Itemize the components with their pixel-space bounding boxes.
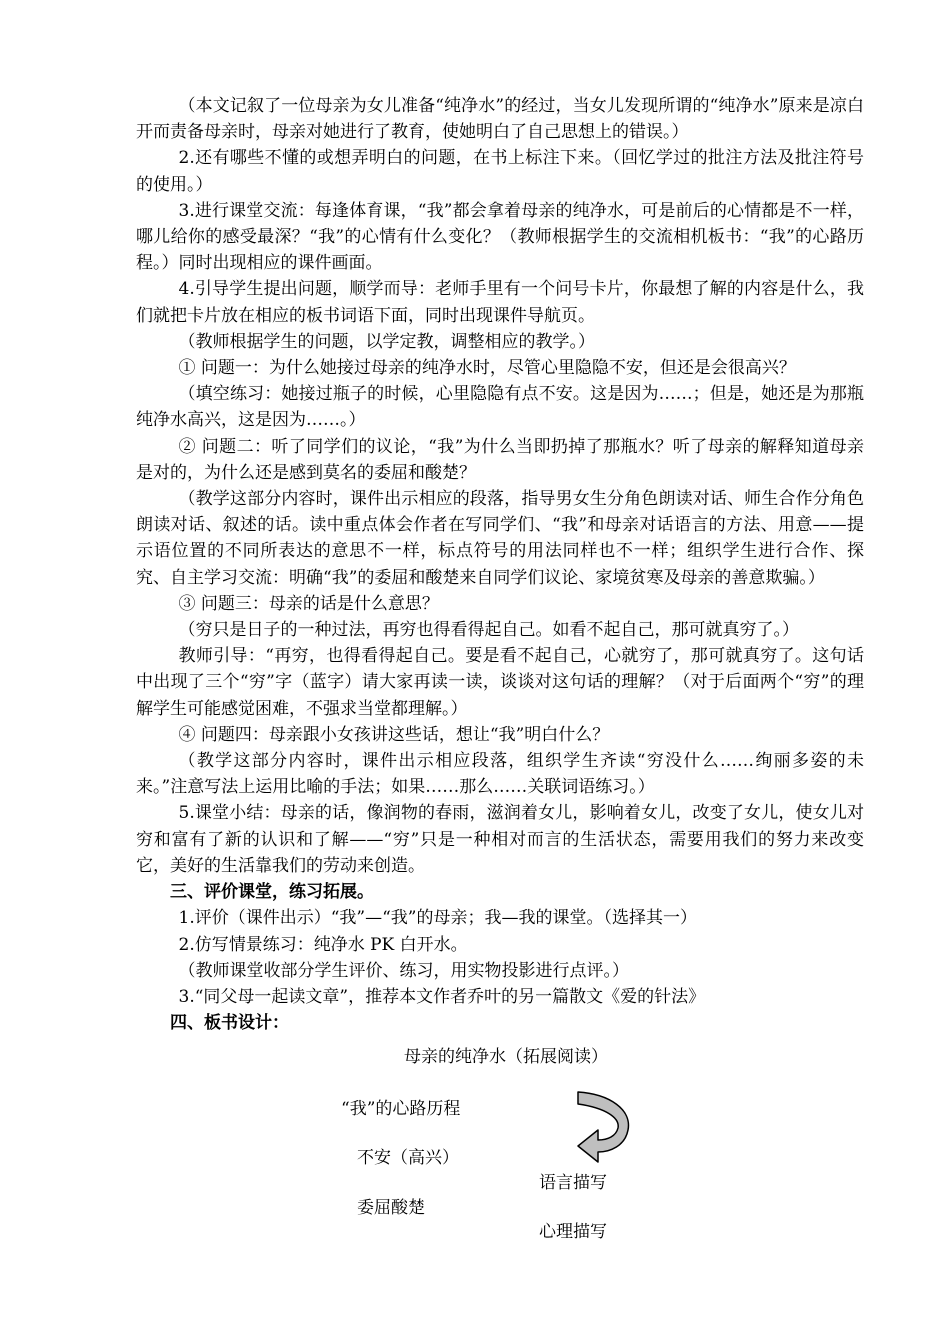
board-journey-label: “我”的心路历程: [341, 1099, 461, 1119]
board-grievance-label: 委屈酸楚: [357, 1198, 425, 1218]
paragraph-evaluate: 1.评价（课件出示）“我”—“我”的母亲；我—我的课堂。（选择其一）: [178, 908, 697, 929]
paragraph-teacher-guide: 教师引导：“再穷，也得看得起自己。要是看不起自己，心就穷了，那可就真穷了。这句话中出现了三个“穷”字（蓝字）请大家再读一读，谈谈对这句话的理解？（对于后面两个“穷”的理解学生可能感觉困难，不强求当堂都理解。）: [136, 646, 864, 719]
paragraph-review: （教师课堂收部分学生评价、练习，用实物投影进行点评。）: [178, 960, 629, 981]
paragraph-step-2: 2.还有哪些不懂的或想弄明白的问题，在书上标注下来。（回忆学过的批注方法及批注符号的使用。）: [136, 148, 864, 195]
paragraph-summary-step-5: 5.课堂小结：母亲的话，像润物的春雨，滋润着女儿，影响着女儿，改变了女儿，使女儿对穷和富有了新的认识和了解——“穷”只是一种相对而言的生活状态，需要用我们的努力来改变它，美好的生活靠我们的劳动来创造。: [136, 803, 864, 876]
paragraph-question-2: ② 问题二：听了同学们的议论，“我”为什么当即扔掉了那瓶水？听了母亲的解释知道母亲是对的，为什么还是感到莫名的委屈和酸楚？: [136, 436, 864, 483]
paragraph-question-1: ① 问题一：为什么她接过母亲的纯净水时，尽管心里隐隐不安，但还是会很高兴？: [178, 358, 796, 379]
section-heading-3: 三、评价课堂，练习拓展。: [170, 882, 374, 903]
board-language-label: 语言描写: [539, 1173, 607, 1193]
paragraph-teaching-note-2: （教学这部分内容时，课件出示相应的段落，指导男女生分角色朗读对话、师生合作分角色朗读对话、叙述的话。读中重点体会作者在写同学们、“我”和母亲对话语言的方法、用意——提示语位置的不同所表达的意思不一样，标点符号的用法同样也不一样；组织学生进行合作、探究、自主学习交流：明确“我”的委屈和酸楚来自同学们议论、家境贫寒及母亲的善意欺骗。）: [136, 489, 864, 588]
board-title: 母亲的纯净水（拓展阅读）: [404, 1047, 608, 1067]
paragraph-step-4: 4.引导学生提出问题，顺学而导：老师手里有一个问号卡片，你最想了解的内容是什么，我们就把卡片放在相应的板书词语下面，同时出现课件导航页。: [136, 279, 864, 326]
paragraph-fill-exercise: （填空练习：她接过瓶子的时候，心里隐隐有点不安。这是因为……；但是，她还是为那瓶纯净水高兴，这是因为……。）: [136, 384, 864, 431]
paragraph-recommend: 3.“同父母一起读文章”，推荐本文作者乔叶的另一篇散文《爱的针法》: [178, 986, 706, 1007]
board-psychology-label: 心理描写: [539, 1222, 607, 1242]
paragraph-question-4: ④ 问题四：母亲跟小女孩讲这些话，想让“我”明白什么？: [178, 724, 610, 745]
paragraph-question-3: ③ 问题三：母亲的话是什么意思？: [178, 593, 439, 614]
paragraph-step-3: 3.进行课堂交流：每逢体育课，“我”都会拿着母亲的纯净水，可是前后的心情都是不一样，哪儿给你的感受最深？“我”的心情有什么变化？（教师根据学生的交流相机板书：“我”的心路历程。）同时出现相应的课件画面。: [136, 200, 864, 274]
paragraph-imitation: 2.仿写情景练习：纯净水 PK 白开水。: [178, 934, 468, 955]
section-heading-4: 四、板书设计：: [170, 1013, 289, 1034]
curved-return-arrow-icon: [570, 1088, 640, 1168]
paragraph-teacher-note: （教师根据学生的问题，以学定教，调整相应的教学。）: [178, 331, 595, 352]
paragraph-answer-3: （穷只是日子的一种过法，再穷也得看得起自己。如看不起自己，那可就真穷了。）: [178, 620, 799, 641]
lesson-body: [136, 93, 864, 1036]
paragraph-summary: （本文记叙了一位母亲为女儿准备“纯净水”的经过，当女儿发现所谓的“纯净水”原来是凉白开而责备母亲时，母亲对她进行了教育，使她明白了自己思想上的错误。）: [136, 96, 864, 143]
paragraph-teaching-note-4: （教学这部分内容时，课件出示相应段落，组织学生齐读“穷没什么……绚丽多姿的未来。”注意写法上运用比喻的手法；如果……那么……关联词语练习。）: [136, 751, 864, 798]
board-uneasy-label: 不安（高兴）: [357, 1148, 459, 1168]
